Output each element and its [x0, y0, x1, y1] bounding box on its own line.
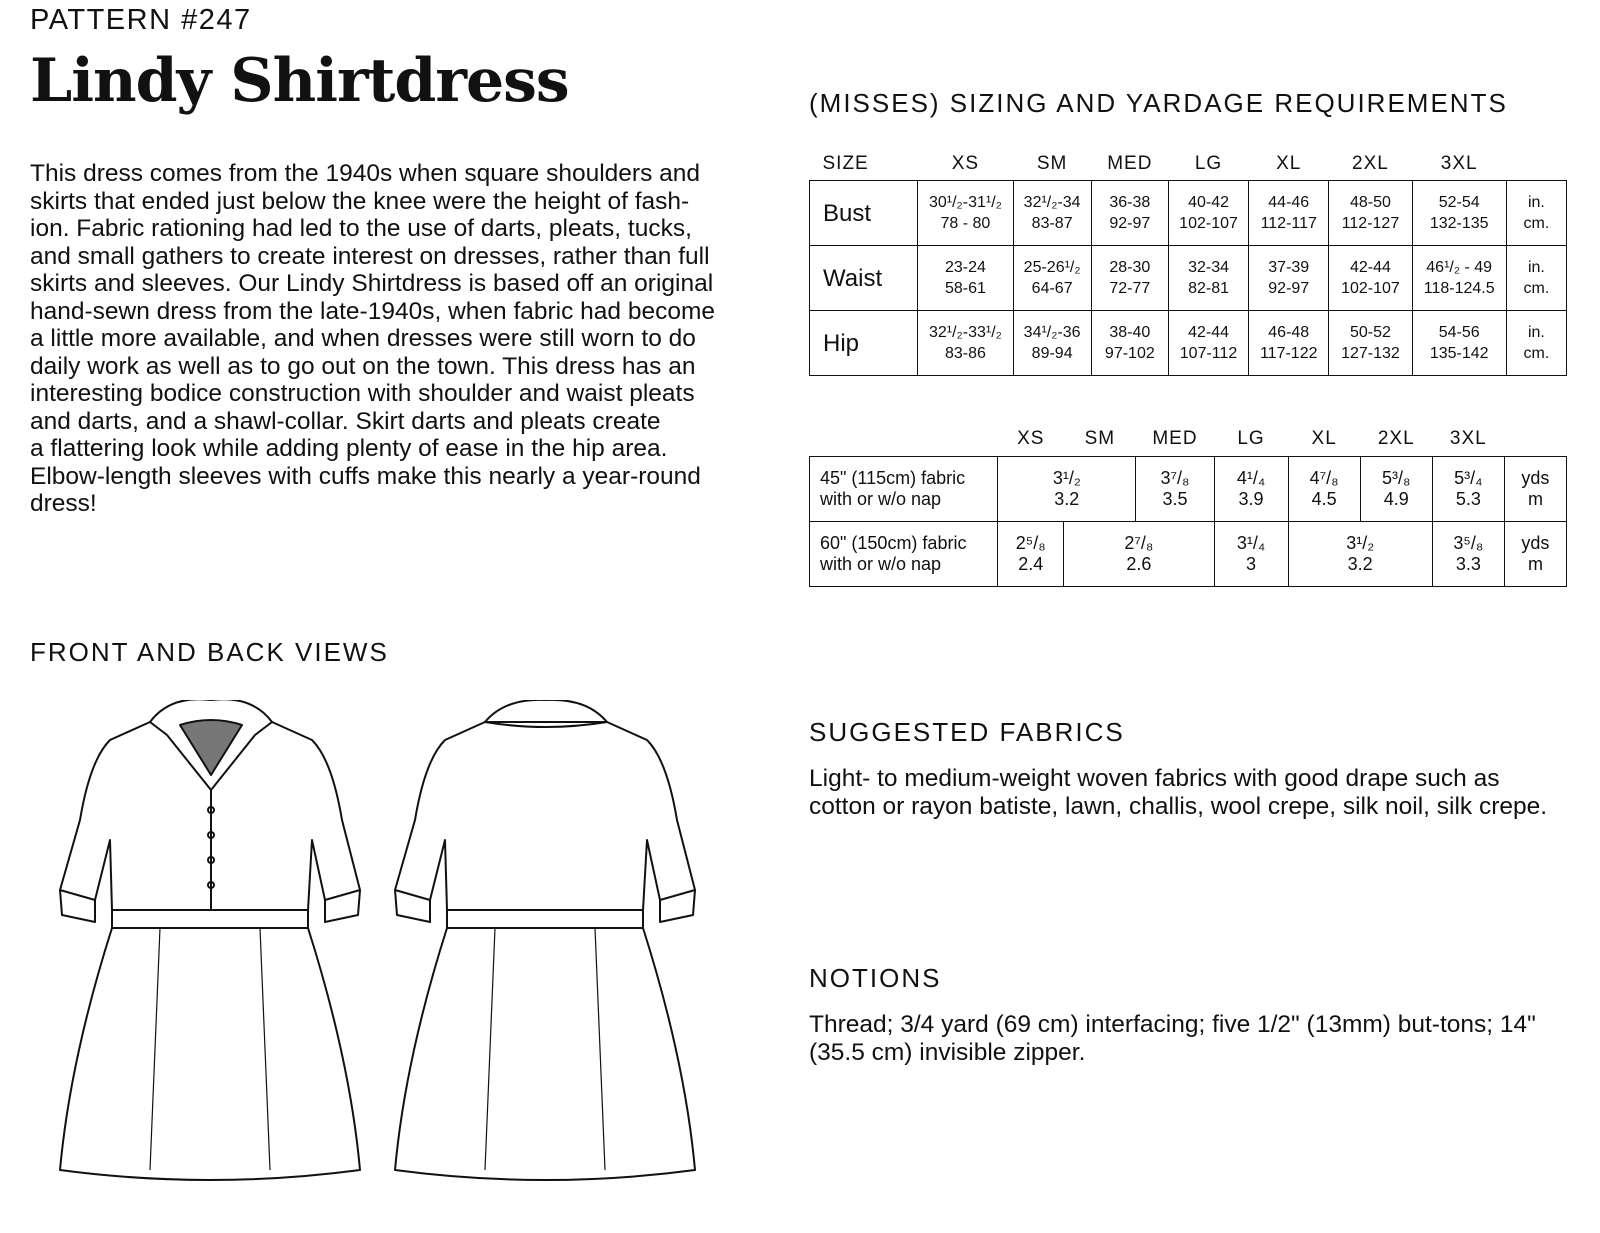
size-chart-table: [809, 146, 1567, 376]
size-header-cell: 3XL: [1449, 427, 1487, 449]
yardage-cell: [1136, 457, 1214, 522]
measure-cm: 92-97: [1109, 215, 1151, 232]
front-skirt: [60, 928, 360, 1180]
yardage-cell: [1288, 522, 1432, 587]
size-header-row: [810, 146, 1567, 181]
yardage-yds: 2⁵/₈: [1015, 533, 1046, 553]
measure-cm: 112-117: [1260, 215, 1317, 232]
measure-inches: 32-34: [1188, 259, 1229, 276]
size-header-cell: XL: [1276, 152, 1302, 174]
yardage-yds: 3¹/₂: [1052, 468, 1081, 488]
unit-m: m: [1527, 489, 1543, 509]
unit-cm: cm.: [1523, 215, 1550, 232]
row-label: Hip: [810, 311, 918, 376]
size-header-cell: 2XL: [1377, 427, 1415, 449]
yardage-cell: [998, 457, 1136, 522]
description-paragraph: This dress comes from the 1940s when square shoulders and skirts that ended just below the knee were the height of fash- ion. Fabric rationing had led to the use of darts, pleats, tucks, and small gathers to create interest on dresses, rather than full skirts and sleeves. Our Lindy Shirtdress is based off an original hand-sewn dress from the late-1940s, when fabric had become a little more available, and when dresses were still worn to do daily work as well as to go out on the town. This dress has an interesting bodice construction with shoulder and waist pleats and darts, and a shawl-collar. Skirt darts and pleats create a flattering look while adding plenty of ease in the hip area. Elbow-length sleeves with cuffs make this nearly a year-round dress!: [30, 160, 716, 517]
unit-in: in.: [1527, 259, 1545, 276]
measure-inches: 46¹/₂ - 49: [1426, 259, 1493, 276]
yardage-m: 5.3: [1455, 489, 1481, 509]
fabric-width: 60" (150cm) fabric: [820, 533, 967, 553]
fabric-nap: with or w/o nap: [820, 489, 942, 509]
yardage-header-row: [810, 420, 1567, 457]
fabric-nap: with or w/o nap: [820, 554, 942, 574]
yardage-m: 3.2: [1054, 489, 1080, 509]
sizing-heading: (MISSES) SIZING AND YARDAGE REQUIREMENTS: [809, 88, 1508, 118]
row-label: Waist: [810, 246, 918, 311]
table-row: [810, 181, 1567, 246]
measure-cell: [1168, 246, 1248, 311]
measure-cell: [1329, 246, 1412, 311]
measure-inches: 38-40: [1109, 324, 1151, 341]
measure-cell: [1168, 181, 1248, 246]
fabric-label: [810, 522, 998, 587]
measure-cell: [1412, 181, 1506, 246]
unit-m: m: [1527, 554, 1543, 574]
measure-cm: 102-107: [1179, 215, 1238, 232]
size-header-cell: LG: [1237, 427, 1265, 449]
measure-cell: [1013, 311, 1091, 376]
yardage-cell: [1360, 457, 1432, 522]
measure-inches: 42-44: [1188, 324, 1229, 341]
measure-inches: 30¹/₂-31¹/₂: [928, 194, 1002, 211]
front-belt: [112, 910, 308, 928]
unit-yds: yds: [1521, 533, 1550, 553]
measure-inches: 54-56: [1438, 324, 1480, 341]
measure-cm: 118-124.5: [1423, 280, 1495, 297]
unit-in: in.: [1527, 194, 1545, 211]
yardage-m: 3: [1246, 554, 1257, 574]
back-belt: [447, 910, 643, 928]
size-header-cell: SM: [1084, 427, 1116, 449]
unit-cell: [1506, 181, 1566, 246]
measure-cell: [1249, 311, 1329, 376]
front-skirt-pleat-left: [150, 928, 160, 1170]
measure-cm: 72-77: [1109, 280, 1151, 297]
measure-cm: 83-86: [944, 345, 986, 362]
fabric-label: [810, 457, 998, 522]
yardage-yds: 5³/₈: [1382, 468, 1411, 488]
back-skirt-pleat-left: [485, 928, 495, 1170]
table-row: [810, 457, 1567, 522]
yardage-cell: [1432, 457, 1504, 522]
unit-header-cell: [1506, 146, 1566, 181]
measure-cell: [1013, 181, 1091, 246]
unit-cell: [1504, 522, 1566, 587]
measure-cm: 92-97: [1268, 280, 1310, 297]
measure-cell: [1412, 246, 1506, 311]
measure-inches: 48-50: [1349, 194, 1391, 211]
measure-inches: 32¹/₂-33¹/₂: [928, 324, 1002, 341]
measure-inches: 52-54: [1438, 194, 1480, 211]
measure-cell: [1329, 181, 1412, 246]
yardage-cell: [1288, 457, 1360, 522]
yardage-yds: 3¹/₄: [1236, 533, 1266, 553]
measure-inches: 23-24: [944, 259, 986, 276]
measure-cell: [1091, 181, 1168, 246]
measure-cm: 83-87: [1031, 215, 1073, 232]
fabrics-text: Light- to medium-weight woven fabrics with good drape such as cotton or rayon batiste, lawn, challis, wool crepe, silk noil, silk crepe.: [809, 765, 1548, 820]
measure-inches: 37-39: [1268, 259, 1310, 276]
yardage-m: 3.5: [1162, 489, 1188, 509]
measure-cell: [1091, 246, 1168, 311]
measure-cm: 58-61: [944, 280, 986, 297]
fabrics-heading: SUGGESTED FABRICS: [809, 717, 1125, 747]
measure-inches: 44-46: [1268, 194, 1310, 211]
unit-cm: cm.: [1523, 280, 1550, 297]
table-row: [810, 522, 1567, 587]
yardage-m: 3.9: [1238, 489, 1264, 509]
size-header-cell: LG: [1194, 152, 1223, 174]
size-column-header: SIZE: [822, 152, 869, 174]
measure-inches: 42-44: [1349, 259, 1391, 276]
size-header-cell: 2XL: [1352, 152, 1389, 174]
unit-cell: [1506, 246, 1566, 311]
yardage-cell: [998, 522, 1064, 587]
measure-inches: 40-42: [1188, 194, 1229, 211]
back-skirt: [395, 928, 695, 1180]
size-header-cell: XS: [951, 152, 980, 174]
yardage-yds: 3⁷/₈: [1160, 468, 1190, 488]
size-header-cell: SM: [1036, 152, 1068, 174]
unit-yds: yds: [1521, 468, 1550, 488]
dress-illustrations: [50, 700, 700, 1210]
back-bodice-outline: [395, 722, 695, 910]
yardage-yds: 3¹/₂: [1346, 533, 1375, 553]
measure-inches: 34¹/₂-36: [1023, 324, 1081, 341]
unit-in: in.: [1527, 324, 1545, 341]
measure-cell: [918, 181, 1013, 246]
yardage-cell: [1214, 457, 1288, 522]
unit-cm: cm.: [1523, 345, 1550, 362]
yardage-table: [809, 420, 1567, 587]
yardage-cell: [1064, 522, 1214, 587]
measure-cell: [1412, 311, 1506, 376]
measure-cell: [1013, 246, 1091, 311]
measure-inches: 25-26¹/₂: [1023, 259, 1081, 276]
yardage-yds: 4⁷/₈: [1309, 468, 1339, 488]
views-heading: FRONT AND BACK VIEWS: [30, 637, 389, 667]
notions-text: Thread; 3/4 yard (69 cm) interfacing; five 1/2" (13mm) but-tons; 14" (35.5 cm) invisible zipper.: [809, 1011, 1536, 1066]
measure-cm: 82-81: [1188, 280, 1229, 297]
yardage-m: 3.3: [1455, 554, 1481, 574]
measure-cm: 135-142: [1429, 345, 1489, 362]
measure-inches: 28-30: [1109, 259, 1151, 276]
measure-inches: 46-48: [1268, 324, 1310, 341]
measure-cell: [1249, 246, 1329, 311]
measure-inches: 32¹/₂-34: [1023, 194, 1081, 211]
measure-cm: 102-107: [1341, 280, 1400, 297]
measure-cell: [1329, 311, 1412, 376]
yardage-m: 2.6: [1126, 554, 1152, 574]
table-row: [810, 246, 1567, 311]
measure-cm: 117-122: [1259, 345, 1318, 362]
yardage-cell: [1214, 522, 1288, 587]
measure-cell: [1168, 311, 1248, 376]
table-row: [810, 311, 1567, 376]
back-skirt-pleat-right: [595, 928, 605, 1170]
measure-cell: [1091, 311, 1168, 376]
yardage-m: 2.4: [1018, 554, 1044, 574]
yardage-yds: 2⁷/₈: [1124, 533, 1154, 553]
measure-cm: 107-112: [1179, 345, 1238, 362]
yardage-corner-cell: [810, 420, 998, 457]
yardage-yds: 4¹/₄: [1236, 468, 1266, 488]
size-header-cell: XS: [1017, 427, 1045, 449]
unit-cell: [1504, 457, 1566, 522]
notions-heading: NOTIONS: [809, 963, 942, 993]
yardage-m: 3.2: [1347, 554, 1373, 574]
yardage-m: 4.5: [1311, 489, 1337, 509]
size-header-cell: MED: [1107, 152, 1153, 174]
page-title: Lindy Shirtdress: [30, 46, 569, 116]
measure-cm: 64-67: [1031, 280, 1073, 297]
measure-cm: 78 - 80: [940, 215, 991, 232]
row-label: Bust: [810, 181, 918, 246]
measure-cm: 112-127: [1341, 215, 1400, 232]
unit-cell: [1506, 311, 1566, 376]
yardage-yds: 5³/₄: [1454, 468, 1483, 488]
measure-cm: 89-94: [1031, 345, 1073, 362]
back-view-illustration: [395, 700, 695, 1180]
yardage-m: 4.9: [1383, 489, 1409, 509]
front-skirt-pleat-right: [260, 928, 270, 1170]
size-header-cell: MED: [1152, 427, 1198, 449]
measure-inches: 50-52: [1349, 324, 1391, 341]
measure-cm: 132-135: [1429, 215, 1489, 232]
pattern-number: PATTERN #247: [30, 4, 252, 36]
size-header-cell: XL: [1311, 427, 1337, 449]
measure-cm: 97-102: [1104, 345, 1155, 362]
yardage-cell: [1432, 522, 1504, 587]
size-header-cell: 3XL: [1440, 152, 1478, 174]
measure-cell: [918, 246, 1013, 311]
measure-inches: 36-38: [1109, 194, 1151, 211]
front-neck-fill: [180, 720, 242, 775]
front-view-illustration: [60, 700, 360, 1180]
fabric-width: 45" (115cm) fabric: [820, 468, 966, 488]
measure-cm: 127-132: [1341, 345, 1400, 362]
measure-cell: [918, 311, 1013, 376]
unit-header-cell: [1504, 420, 1566, 457]
yardage-yds: 3⁵/₈: [1453, 533, 1484, 553]
measure-cell: [1249, 181, 1329, 246]
